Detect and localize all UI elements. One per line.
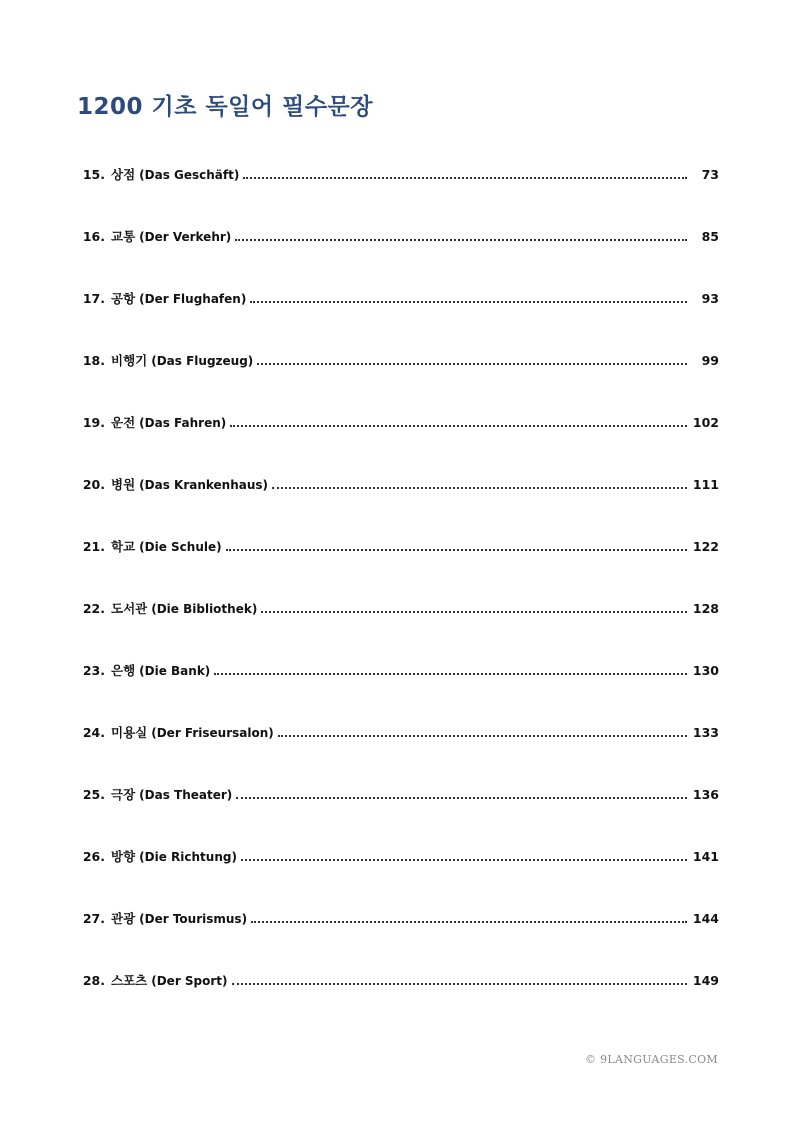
toc-leader-dots (257, 363, 687, 365)
toc-entry-number: 23. (82, 663, 105, 678)
toc-entry-number: 27. (82, 911, 105, 926)
toc-entry-korean: 학교 (111, 539, 136, 554)
toc-entry[interactable] (75, 413, 719, 475)
toc-leader-dots (226, 549, 687, 551)
toc-entry-korean: 극장 (111, 787, 136, 802)
toc-leader-dots (214, 673, 687, 675)
toc-entry-german: (Das Theater) (139, 788, 233, 802)
toc-entry-korean: 스포츠 (111, 973, 148, 988)
toc-entry-page-number: 99 (701, 353, 719, 368)
toc-entry-korean: 병원 (111, 477, 136, 492)
toc-entry[interactable] (75, 289, 719, 351)
toc-entry-number: 19. (82, 415, 105, 430)
toc-entry-page-number: 102 (692, 415, 719, 430)
toc-entry-page-number: 136 (692, 787, 719, 802)
toc-entry-number: 15. (82, 167, 105, 182)
toc-leader-dots (241, 859, 687, 861)
toc-leader-dots (251, 921, 687, 923)
toc-entry-german: (Der Flughafen) (139, 292, 247, 306)
toc-entry-label (111, 599, 259, 617)
toc-entry-page-number: 122 (692, 539, 719, 554)
toc-entry-label (111, 289, 248, 307)
toc-entry-german: (Das Fahren) (139, 416, 227, 430)
toc-entry-page-number: 73 (701, 167, 719, 182)
toc-entry-german: (Das Krankenhaus) (139, 478, 269, 492)
toc-entry[interactable] (75, 723, 719, 785)
toc-entry-label (111, 165, 241, 183)
toc-entry-page-number: 149 (692, 973, 719, 988)
toc-leader-dots (235, 239, 687, 241)
toc-entry-number: 28. (82, 973, 105, 988)
toc-entry[interactable] (75, 165, 719, 227)
toc-leader-dots (236, 797, 687, 799)
toc-entry-korean: 운전 (111, 415, 136, 430)
toc-entry-page-number: 141 (692, 849, 719, 864)
toc-entry-german: (Die Schule) (139, 540, 222, 554)
toc-entry-label (111, 351, 255, 369)
toc-entry-german: (Die Bibliothek) (151, 602, 258, 616)
toc-entry[interactable] (75, 537, 719, 599)
toc-leader-dots (250, 301, 687, 303)
page-title: 1200 기초 독일어 필수문장 (77, 94, 373, 120)
toc-entry[interactable] (75, 227, 719, 289)
toc-entry-korean: 도서관 (111, 601, 148, 616)
toc-entry-german: (Das Geschäft) (139, 168, 240, 182)
toc-entry-number: 20. (82, 477, 105, 492)
toc-entry-page-number: 130 (692, 663, 719, 678)
toc-entry-korean: 관광 (111, 911, 136, 926)
toc-entry-number: 22. (82, 601, 105, 616)
toc-entry-korean: 미용실 (111, 725, 148, 740)
toc-entry-korean: 은행 (111, 663, 136, 678)
toc-entry-german: (Der Friseursalon) (151, 726, 274, 740)
toc-leader-dots (230, 425, 687, 427)
table-of-contents (75, 165, 719, 1033)
toc-entry-korean: 방향 (111, 849, 136, 864)
toc-entry-number: 17. (82, 291, 105, 306)
toc-entry-label (111, 475, 270, 493)
toc-entry-label (111, 847, 239, 865)
toc-entry-german: (Der Verkehr) (139, 230, 232, 244)
toc-entry-page-number: 133 (692, 725, 719, 740)
toc-leader-dots (243, 177, 687, 179)
toc-entry-page-number: 85 (701, 229, 719, 244)
toc-entry[interactable] (75, 351, 719, 413)
toc-leader-dots (278, 735, 687, 737)
toc-entry[interactable] (75, 785, 719, 847)
toc-entry-label (111, 661, 212, 679)
toc-entry-korean: 상점 (111, 167, 136, 182)
toc-entry-korean: 공항 (111, 291, 136, 306)
toc-leader-dots (272, 487, 687, 489)
toc-entry-german: (Der Sport) (151, 974, 228, 988)
toc-entry[interactable] (75, 847, 719, 909)
toc-entry-label (111, 227, 233, 245)
toc-entry-german: (Der Tourismus) (139, 912, 248, 926)
toc-leader-dots (261, 611, 687, 613)
toc-entry-number: 26. (82, 849, 105, 864)
toc-entry-label (111, 971, 230, 989)
toc-entry-label (111, 909, 249, 927)
toc-entry-number: 24. (82, 725, 105, 740)
toc-entry-german: (Das Flugzeug) (151, 354, 254, 368)
toc-entry-german: (Die Richtung) (139, 850, 237, 864)
toc-entry-korean: 비행기 (111, 353, 148, 368)
toc-entry-number: 25. (82, 787, 105, 802)
toc-entry-korean: 교통 (111, 229, 136, 244)
toc-leader-dots (232, 983, 687, 985)
toc-entry[interactable] (75, 599, 719, 661)
toc-entry-german: (Die Bank) (139, 664, 211, 678)
toc-entry-page-number: 93 (701, 291, 719, 306)
toc-entry-label (111, 537, 224, 555)
toc-entry[interactable] (75, 475, 719, 537)
copyright-footer: © 9LANGUAGES.COM (585, 1053, 718, 1066)
toc-entry-label (111, 723, 276, 741)
toc-entry[interactable] (75, 661, 719, 723)
toc-entry[interactable] (75, 909, 719, 971)
toc-entry-label (111, 785, 234, 803)
toc-entry-number: 18. (82, 353, 105, 368)
toc-entry-page-number: 128 (692, 601, 719, 616)
toc-entry-page-number: 144 (692, 911, 719, 926)
toc-entry-number: 21. (82, 539, 105, 554)
toc-entry-label (111, 413, 228, 431)
toc-entry-page-number: 111 (692, 477, 719, 492)
toc-entry-number: 16. (82, 229, 105, 244)
toc-entry[interactable] (75, 971, 719, 1033)
